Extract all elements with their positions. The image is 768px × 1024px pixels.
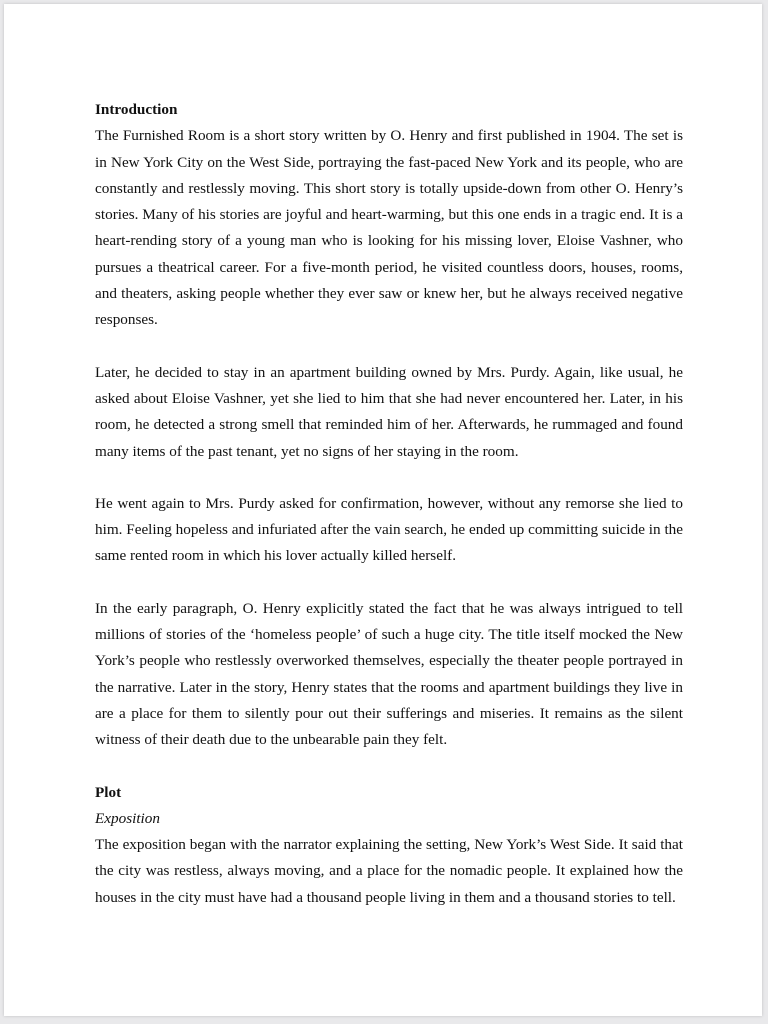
introduction-heading: Introduction xyxy=(95,101,178,118)
introduction-paragraph: The Furnished Room is a short story written by O. Henry and first published in 1904. The set is in New York City on the West Side, portraying the fast-paced New York and its people, who are constantly and restlessly moving. This short story is totally upside-down from other O. Henry’s stories. Many of his stories are joyful and heart-warming, but this one ends in a tragic end. It is a heart-rending story of a young man who is looking for his missing lover, Eloise Vashner, who pursues a theatrical career. For a five-month period, he visited countless doors, houses, rooms, and theaters, asking people whether they ever saw or knew her, but he always received negative responses. xyxy=(95,127,683,329)
paragraph-mrs-purdy: Later, he decided to stay in an apartment building owned by Mrs. Purdy. Again, like usual, he asked about Eloise Vashner, yet she lied to him that she had never encountered her. Later, in his room, he detected a strong smell that reminded him of her. Afterwards, he rummaged and found many items of the past tenant, yet no signs of her staying in the room. xyxy=(95,363,683,460)
paragraph-confirmation: He went again to Mrs. Purdy asked for confirmation, however, without any remorse she lied to him. Feeling hopeless and infuriated after the vain search, he ended up committing suicide in the same rented room in which his lover actually killed herself. xyxy=(95,494,683,565)
document-body xyxy=(95,97,683,911)
exposition-paragraph: The exposition began with the narrator explaining the setting, New York’s West Side. It said that the city was restless, always moving, and a place for the nomadic people. It explained how the houses in the city must have had a thousand people living in them and a thousand stories to tell. xyxy=(95,836,683,906)
paragraph-spacer xyxy=(95,754,683,780)
exposition-subheading: Exposition xyxy=(95,809,160,827)
plot-heading: Plot xyxy=(95,783,122,801)
paragraph-spacer xyxy=(95,465,683,491)
document-page xyxy=(4,4,762,1016)
paragraph-spacer xyxy=(95,334,683,360)
paragraph-spacer xyxy=(95,570,683,596)
paragraph-analysis: In the early paragraph, O. Henry explicitly stated the fact that he was always intrigued to tell millions of stories of the ‘homeless people’ of such a huge city. The title itself mocked the New York’s people who restlessly overworked themselves, especially the theater people portrayed in the narrative. Later in the story, Henry states that the rooms and apartment buildings they live in are a place for them to silently pour out their sufferings and miseries. It remains as the silent witness of their death due to the unbearable pain they felt. xyxy=(95,599,683,749)
